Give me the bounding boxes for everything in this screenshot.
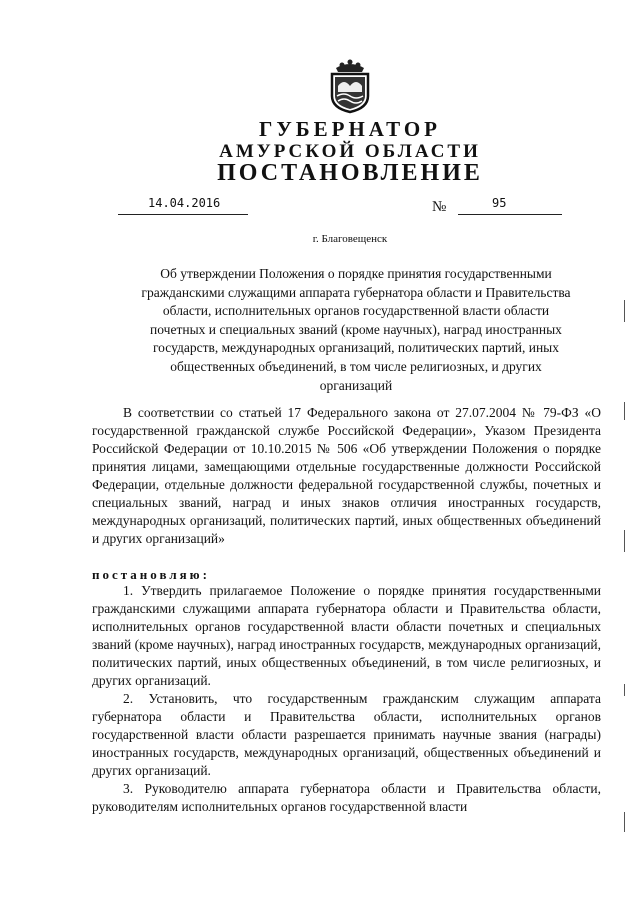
item-paragraph-2: 2. Установить, что государственным гражданским служащим аппарата губернатора области и Правительства области, исполнительных органов государственной власти области разрешается принимать научные звания (награды) иностранных государств, международных организаций, общественных объединений и других организаций. — [92, 691, 601, 778]
item-paragraph-3: 3. Руководителю аппарата губернатора области и Правительства области, руководителям исполнительных органов государственной власти — [92, 781, 601, 814]
number-underline — [458, 214, 562, 215]
date-underline — [118, 214, 248, 215]
scan-margin-mark — [624, 684, 625, 696]
number-sign: № — [432, 199, 447, 215]
document-number: 95 — [492, 196, 507, 210]
header-resolution: ПОСТАНОВЛЕНИЕ — [217, 160, 483, 186]
items-block — [92, 582, 601, 816]
preamble-paragraph: В соответствии со статьей 17 Федерального закона от 27.07.2004 № 79-ФЗ «О государственной гражданской службе Российской Федерации», Указом Президента Российской Федерации от 10.10.2015 № 506 «Об утверждении Положения о порядке принятия лицами, замещающими отдельные государственные должности Российской Федерации, отдельные должности федеральной государственной службы, почетных и специальных званий, наград и иных знаков отличия иностранных государств, международных организаций, политических партий, иных общественных объединений и других организаций» — [92, 405, 601, 546]
scan-margin-mark — [624, 300, 625, 322]
scan-margin-mark — [624, 812, 625, 832]
resolve-word: постановляю: — [92, 567, 210, 582]
scan-margin-mark — [624, 530, 625, 552]
header-governor: ГУБЕРНАТОР — [258, 117, 442, 141]
header-region: АМУРСКОЙ ОБЛАСТИ — [219, 141, 481, 162]
document-date: 14.04.2016 — [148, 196, 221, 210]
coat-of-arms-emblem — [326, 56, 374, 114]
city-name: г. Благовещенск — [312, 233, 388, 245]
item-paragraph-1: 1. Утвердить прилагаемое Положение о порядке принятия государственными гражданскими служащими аппарата губернатора области и Правительства области, исполнительных органов государственной власти области почетных и специальных званий (кроме научных), наград иностранных государств, международных организаций, политических партий, иных общественных объединений, в том числе религиозных, и других организаций. — [92, 583, 601, 688]
document-title: Об утверждении Положения о порядке принятия государственными гражданскими служащими аппарата губернатора области и Правительства области, исполнительных органов государственной власти области почетных и специальных званий (кроме научных), наград иностранных государств, международных организаций, политических партий, иных общественных объединений, в том числе религиозных, и других организаций — [141, 266, 571, 393]
scan-margin-mark — [624, 402, 625, 420]
preamble-block — [92, 404, 601, 548]
